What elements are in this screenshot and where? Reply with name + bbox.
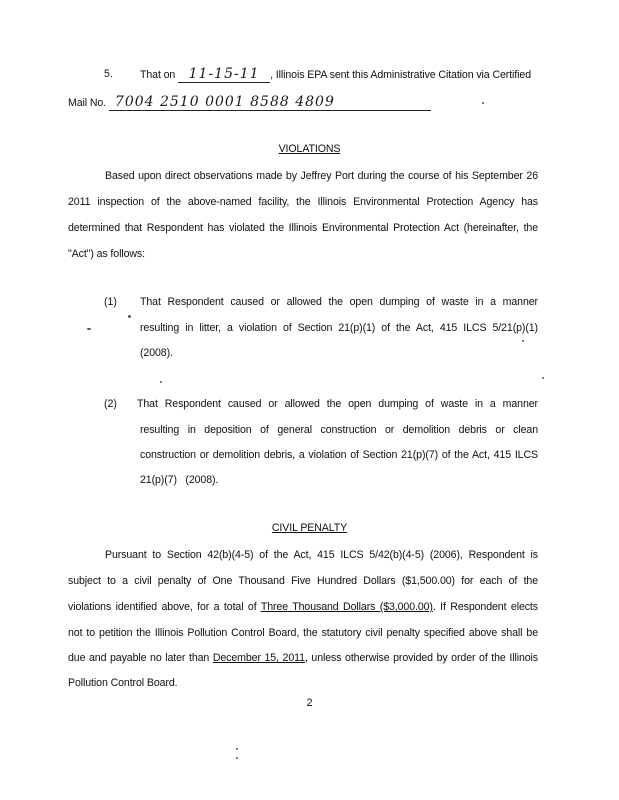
civil-penalty-line-3-start: violations identified above, for a total of — [68, 601, 261, 613]
civil-penalty-line-4: not to petition the Illinois Pollution Control Board, the statutory civil penalty specified above shall be — [68, 627, 538, 639]
scan-speck — [236, 748, 238, 750]
civil-penalty-line-3-end: . If Respondent elects — [432, 601, 538, 613]
item-5-number: 5. — [104, 68, 113, 80]
scan-speck — [87, 328, 91, 330]
mail-number-label: Mail No. — [68, 97, 107, 109]
item-5-line — [140, 68, 540, 83]
civil-penalty-line-2: subject to a civil penalty of One Thousand Five Hundred Dollars ($1,500.00) for each of the — [68, 575, 538, 587]
handwritten-date: 11-15-11 — [188, 66, 260, 82]
violation-1-line-2: resulting in litter, a violation of Section 21(p)(1) of the Act, 415 ILCS 5/21(p)(1) — [140, 322, 538, 334]
civil-penalty-line-5-start: due and payable no later than — [68, 652, 213, 664]
total-penalty-amount: Three Thousand Dollars ($3,000.00) — [260, 601, 433, 613]
violation-1-marker: (1) — [104, 296, 117, 308]
civil-penalty-line-6: Pollution Control Board. — [68, 677, 178, 689]
scan-speck — [236, 757, 238, 759]
scan-speck — [128, 315, 131, 318]
scan-speck — [522, 340, 524, 342]
violation-2-line-2: resulting in deposition of general construction or demolition debris or clean — [140, 424, 538, 436]
citation-sent-text: , Illinois EPA sent this Administrative Citation via Certified — [270, 69, 531, 81]
violation-2-line-1: That Respondent caused or allowed the open dumping of waste in a manner — [137, 398, 538, 410]
civil-penalty-line-3 — [68, 601, 538, 614]
violations-heading: VIOLATIONS — [278, 143, 341, 155]
page-number: 2 — [306, 697, 313, 709]
scan-speck — [160, 381, 162, 383]
violations-intro-line-1: Based upon direct observations made by Jeffrey Port during the course of his September 26 — [105, 170, 538, 182]
civil-penalty-line-5-end: , unless otherwise provided by order of the Illinois — [304, 652, 538, 664]
violation-1-line-1: That Respondent caused or allowed the open dumping of waste in a manner — [140, 296, 538, 308]
civil-penalty-line-5 — [68, 652, 538, 665]
violations-intro-line-3: determined that Respondent has violated the Illinois Environmental Protection Act (hereinafter, the — [68, 222, 538, 234]
violation-1-line-3: (2008). — [140, 347, 173, 359]
violation-2-marker: (2) — [104, 398, 117, 410]
mail-number-line — [68, 96, 538, 111]
scan-speck — [542, 377, 544, 379]
violation-2-line-4: 21(p)(7) (2008). — [140, 474, 219, 486]
civil-penalty-line-1: Pursuant to Section 42(b)(4-5) of the Act, 415 ILCS 5/42(b)(4-5) (2006), Respondent is — [105, 549, 538, 561]
citation-date-field — [178, 68, 270, 83]
payment-due-date: December 15, 2011 — [212, 652, 305, 664]
violation-2-line-3: construction or demolition debris, a violation of Section 21(p)(7) of the Act, 415 ILCS — [140, 449, 538, 461]
civil-penalty-heading: CIVIL PENALTY — [271, 522, 348, 534]
scan-speck — [482, 102, 484, 104]
that-on-text: That on — [140, 69, 176, 81]
violations-intro-line-2: 2011 inspection of the above-named facility, the Illinois Environmental Protection Agency has — [68, 196, 538, 208]
violations-intro-line-4: "Act") as follows: — [68, 248, 145, 260]
mail-number-field — [109, 96, 431, 111]
handwritten-mail-number: 7004 2510 0001 8588 4809 — [114, 94, 335, 110]
